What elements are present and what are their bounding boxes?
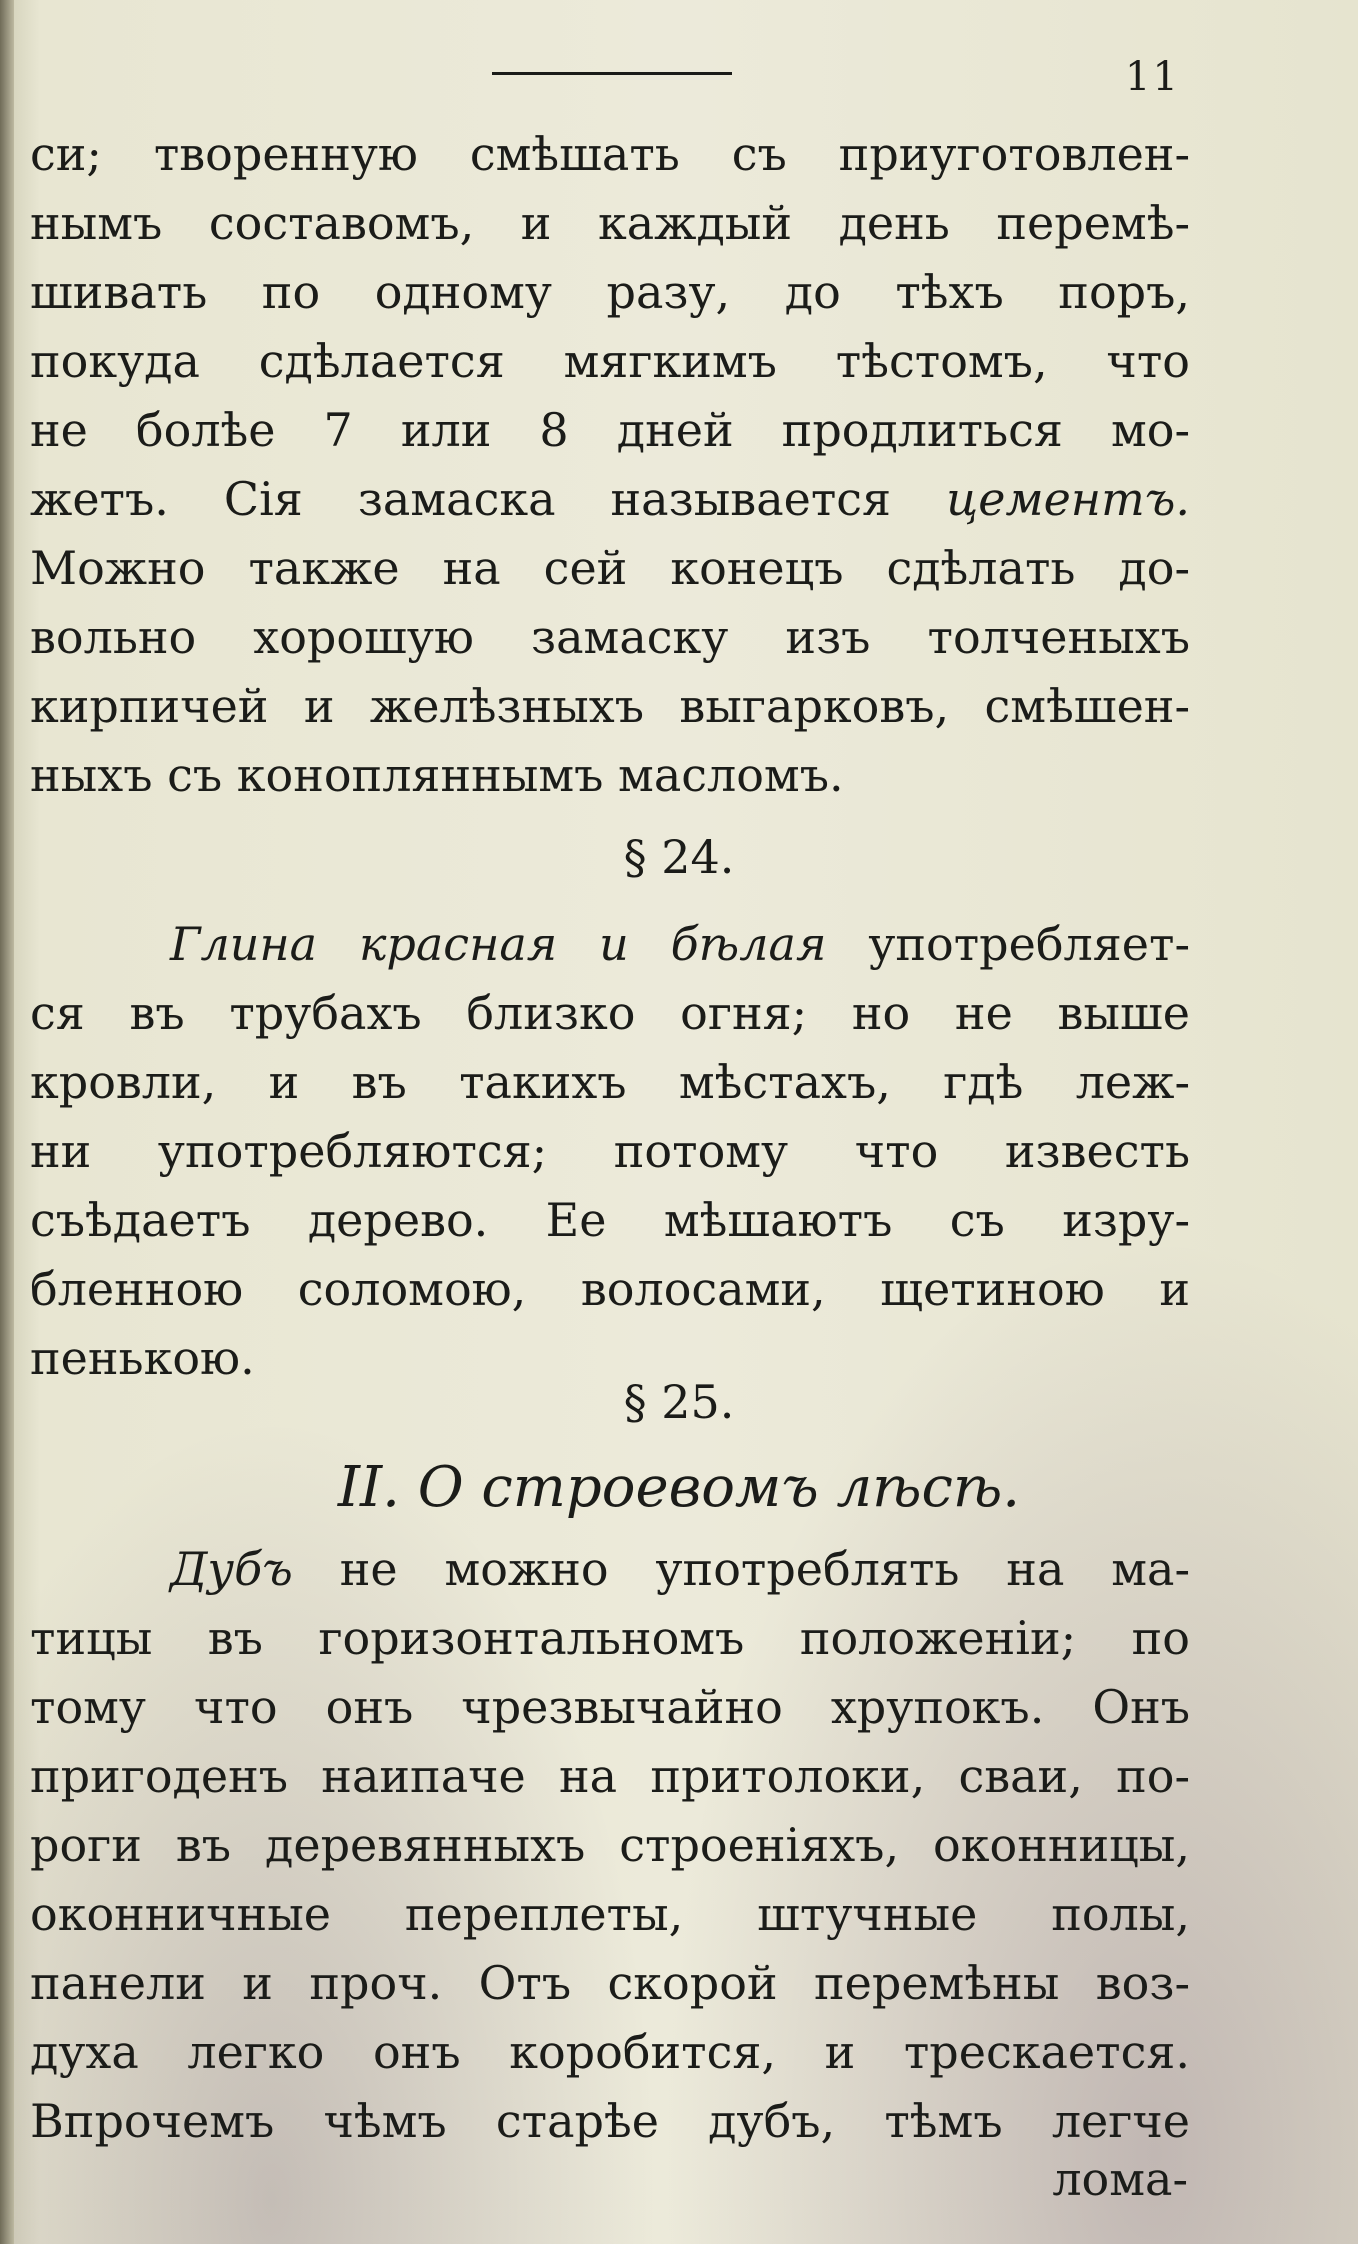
text-line: съѣдаетъ дерево. Ее мѣшаютъ съ изру-: [30, 1193, 1190, 1247]
text-line: вольно хорошую замаску изъ толченыхъ: [30, 610, 1190, 664]
section-mark-25: § 25.: [623, 1375, 735, 1429]
paragraph-1: [30, 120, 1190, 810]
paragraph-2: [30, 910, 1190, 1393]
text-line: роги въ деревянныхъ строеніяхъ, оконницы,: [30, 1818, 1190, 1872]
italic-term: цементъ.: [946, 472, 1191, 526]
catchword: лома-: [1052, 2152, 1188, 2206]
text-line: пригоденъ наипаче на притолоки, сваи, по-: [30, 1749, 1190, 1803]
text-line: Дубъ не можно употреблять на ма-: [170, 1542, 1191, 1596]
text-line: си; творенную смѣшать съ приуготовлен-: [30, 127, 1190, 181]
text-line: кирпичей и желѣзныхъ выгарковъ, смѣшен-: [30, 679, 1190, 733]
section-mark-24: § 24.: [623, 830, 735, 884]
italic-term: Глина красная и бѣлая: [170, 917, 827, 971]
text-line: Глина красная и бѣлая употребляет-: [170, 917, 1190, 971]
text-line: ни употребляются; потому что известь: [30, 1124, 1190, 1178]
text-line: тому что онъ чрезвычайно хрупокъ. Онъ: [30, 1680, 1190, 1734]
text-line: панели и проч. Отъ скорой перемѣны воз-: [30, 1956, 1190, 2010]
text-line: не болѣе 7 или 8 дней продлиться мо-: [30, 403, 1190, 457]
section-heading: II. О строевомъ лѣсѣ.: [337, 1455, 1021, 1520]
text-line: шивать по одному разу, до тѣхъ поръ,: [30, 265, 1190, 319]
paragraph-3: [30, 1535, 1190, 2156]
page-gutter: [0, 0, 14, 2244]
text-line: духа легко онъ коробится, и трескается.: [30, 2025, 1190, 2079]
text-line: кровли, и въ такихъ мѣстахъ, гдѣ леж-: [30, 1055, 1190, 1109]
text-line: ныхъ съ конопляннымъ масломъ.: [30, 748, 844, 802]
text-line: нымъ составомъ, и каждый день перемѣ-: [30, 196, 1190, 250]
text-line: жетъ. Сія замаска называется цементъ.: [30, 472, 1191, 526]
text-line: тицы въ горизонтальномъ положеніи; по: [30, 1611, 1190, 1665]
text-line: Можно также на сей конецъ сдѣлать до-: [30, 541, 1190, 595]
text-line: Впрочемъ чѣмъ старѣе дубъ, тѣмъ легче: [30, 2094, 1190, 2148]
header-rule: [492, 72, 732, 75]
text-line: ся въ трубахъ близко огня; но не выше: [30, 986, 1190, 1040]
text-line: пенькою.: [30, 1331, 255, 1385]
text-line: покуда сдѣлается мягкимъ тѣстомъ, что: [30, 334, 1190, 388]
text-line: оконничные переплеты, штучные полы,: [30, 1887, 1190, 1941]
text-line: бленною соломою, волосами, щетиною и: [30, 1262, 1190, 1316]
italic-term: Дубъ: [170, 1542, 293, 1596]
page-number: 11: [1125, 54, 1180, 100]
